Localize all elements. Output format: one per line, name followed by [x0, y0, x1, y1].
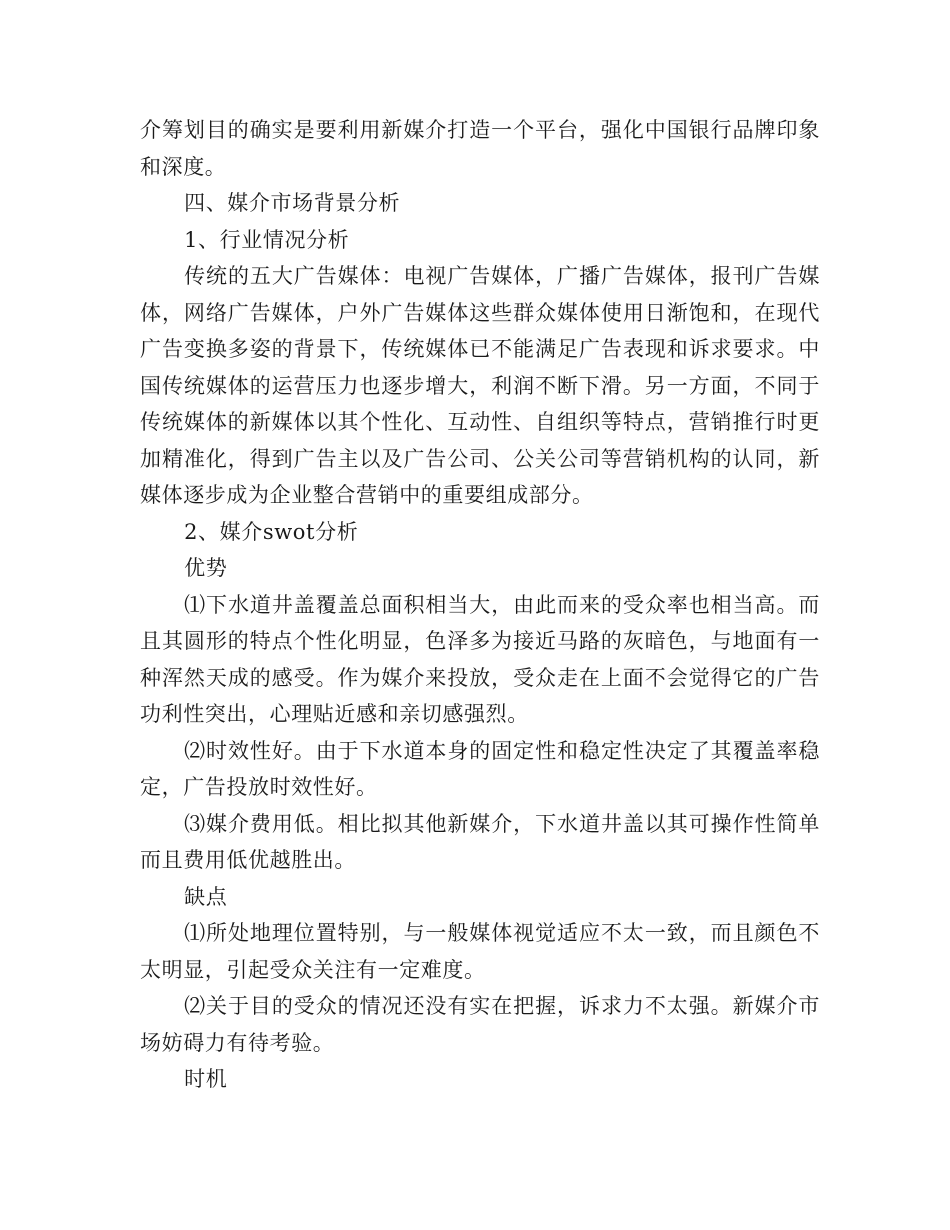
document-body: [140, 112, 820, 1098]
paragraph-traditional-media: 传统的五大广告媒体：电视广告媒体，广播广告媒体，报刊广告媒体，网络广告媒体，户外广告媒体这些群众媒体使用日渐饱和，在现代广告变换多姿的背景下，传统媒体已不能满足广告表现和诉求要求。中国传统媒体的运营压力也逐步增大，利润不断下滑。另一方面，不同于传统媒体的新媒体以其个性化、互动性、自组织等特点，营销推行时更加精准化，得到广告主以及广告公司、公关公司等营销机构的认同，新媒体逐步成为企业整合营销中的重要组成部分。: [140, 264, 820, 507]
subheading-swot-analysis: 2、媒介swot分析: [184, 519, 359, 544]
label-opportunities: 时机: [184, 1067, 228, 1091]
paragraph-strength-3: ⑶媒介费用低。相比拟其他新媒介，下水道井盖以其可操作性简单而且费用低优越胜出。: [140, 811, 820, 872]
paragraph-strength-1: ⑴下水道井盖覆盖总面积相当大，由此而来的受众率也相当高。而且其圆形的特点个性化明显，色泽多为接近马路的灰暗色，与地面有一种浑然天成的感受。作为媒介来投放，受众走在上面不会觉得它的广告功利性突出，心理贴近感和亲切感强烈。: [140, 592, 820, 726]
paragraph-weakness-2: ⑵关于目的受众的情况还没有实在把握，诉求力不太强。新媒介市场妨碍力有待考验。: [140, 994, 820, 1055]
paragraph-continuation: 介筹划目的确实是要利用新媒介打造一个平台，强化中国银行品牌印象和深度。: [140, 118, 820, 179]
subheading-industry-analysis: 1、行业情况分析: [184, 227, 350, 252]
section-heading-market-background: 四、媒介市场背景分析: [184, 191, 401, 215]
paragraph-weakness-1: ⑴所处地理位置特别，与一般媒体视觉适应不太一致，而且颜色不太明显，引起受众关注有一定难度。: [140, 921, 820, 982]
label-strengths: 优势: [184, 556, 228, 580]
paragraph-strength-2: ⑵时效性好。由于下水道本身的固定性和稳定性决定了其覆盖率稳定，广告投放时效性好。: [140, 738, 820, 799]
label-weaknesses: 缺点: [184, 884, 228, 909]
